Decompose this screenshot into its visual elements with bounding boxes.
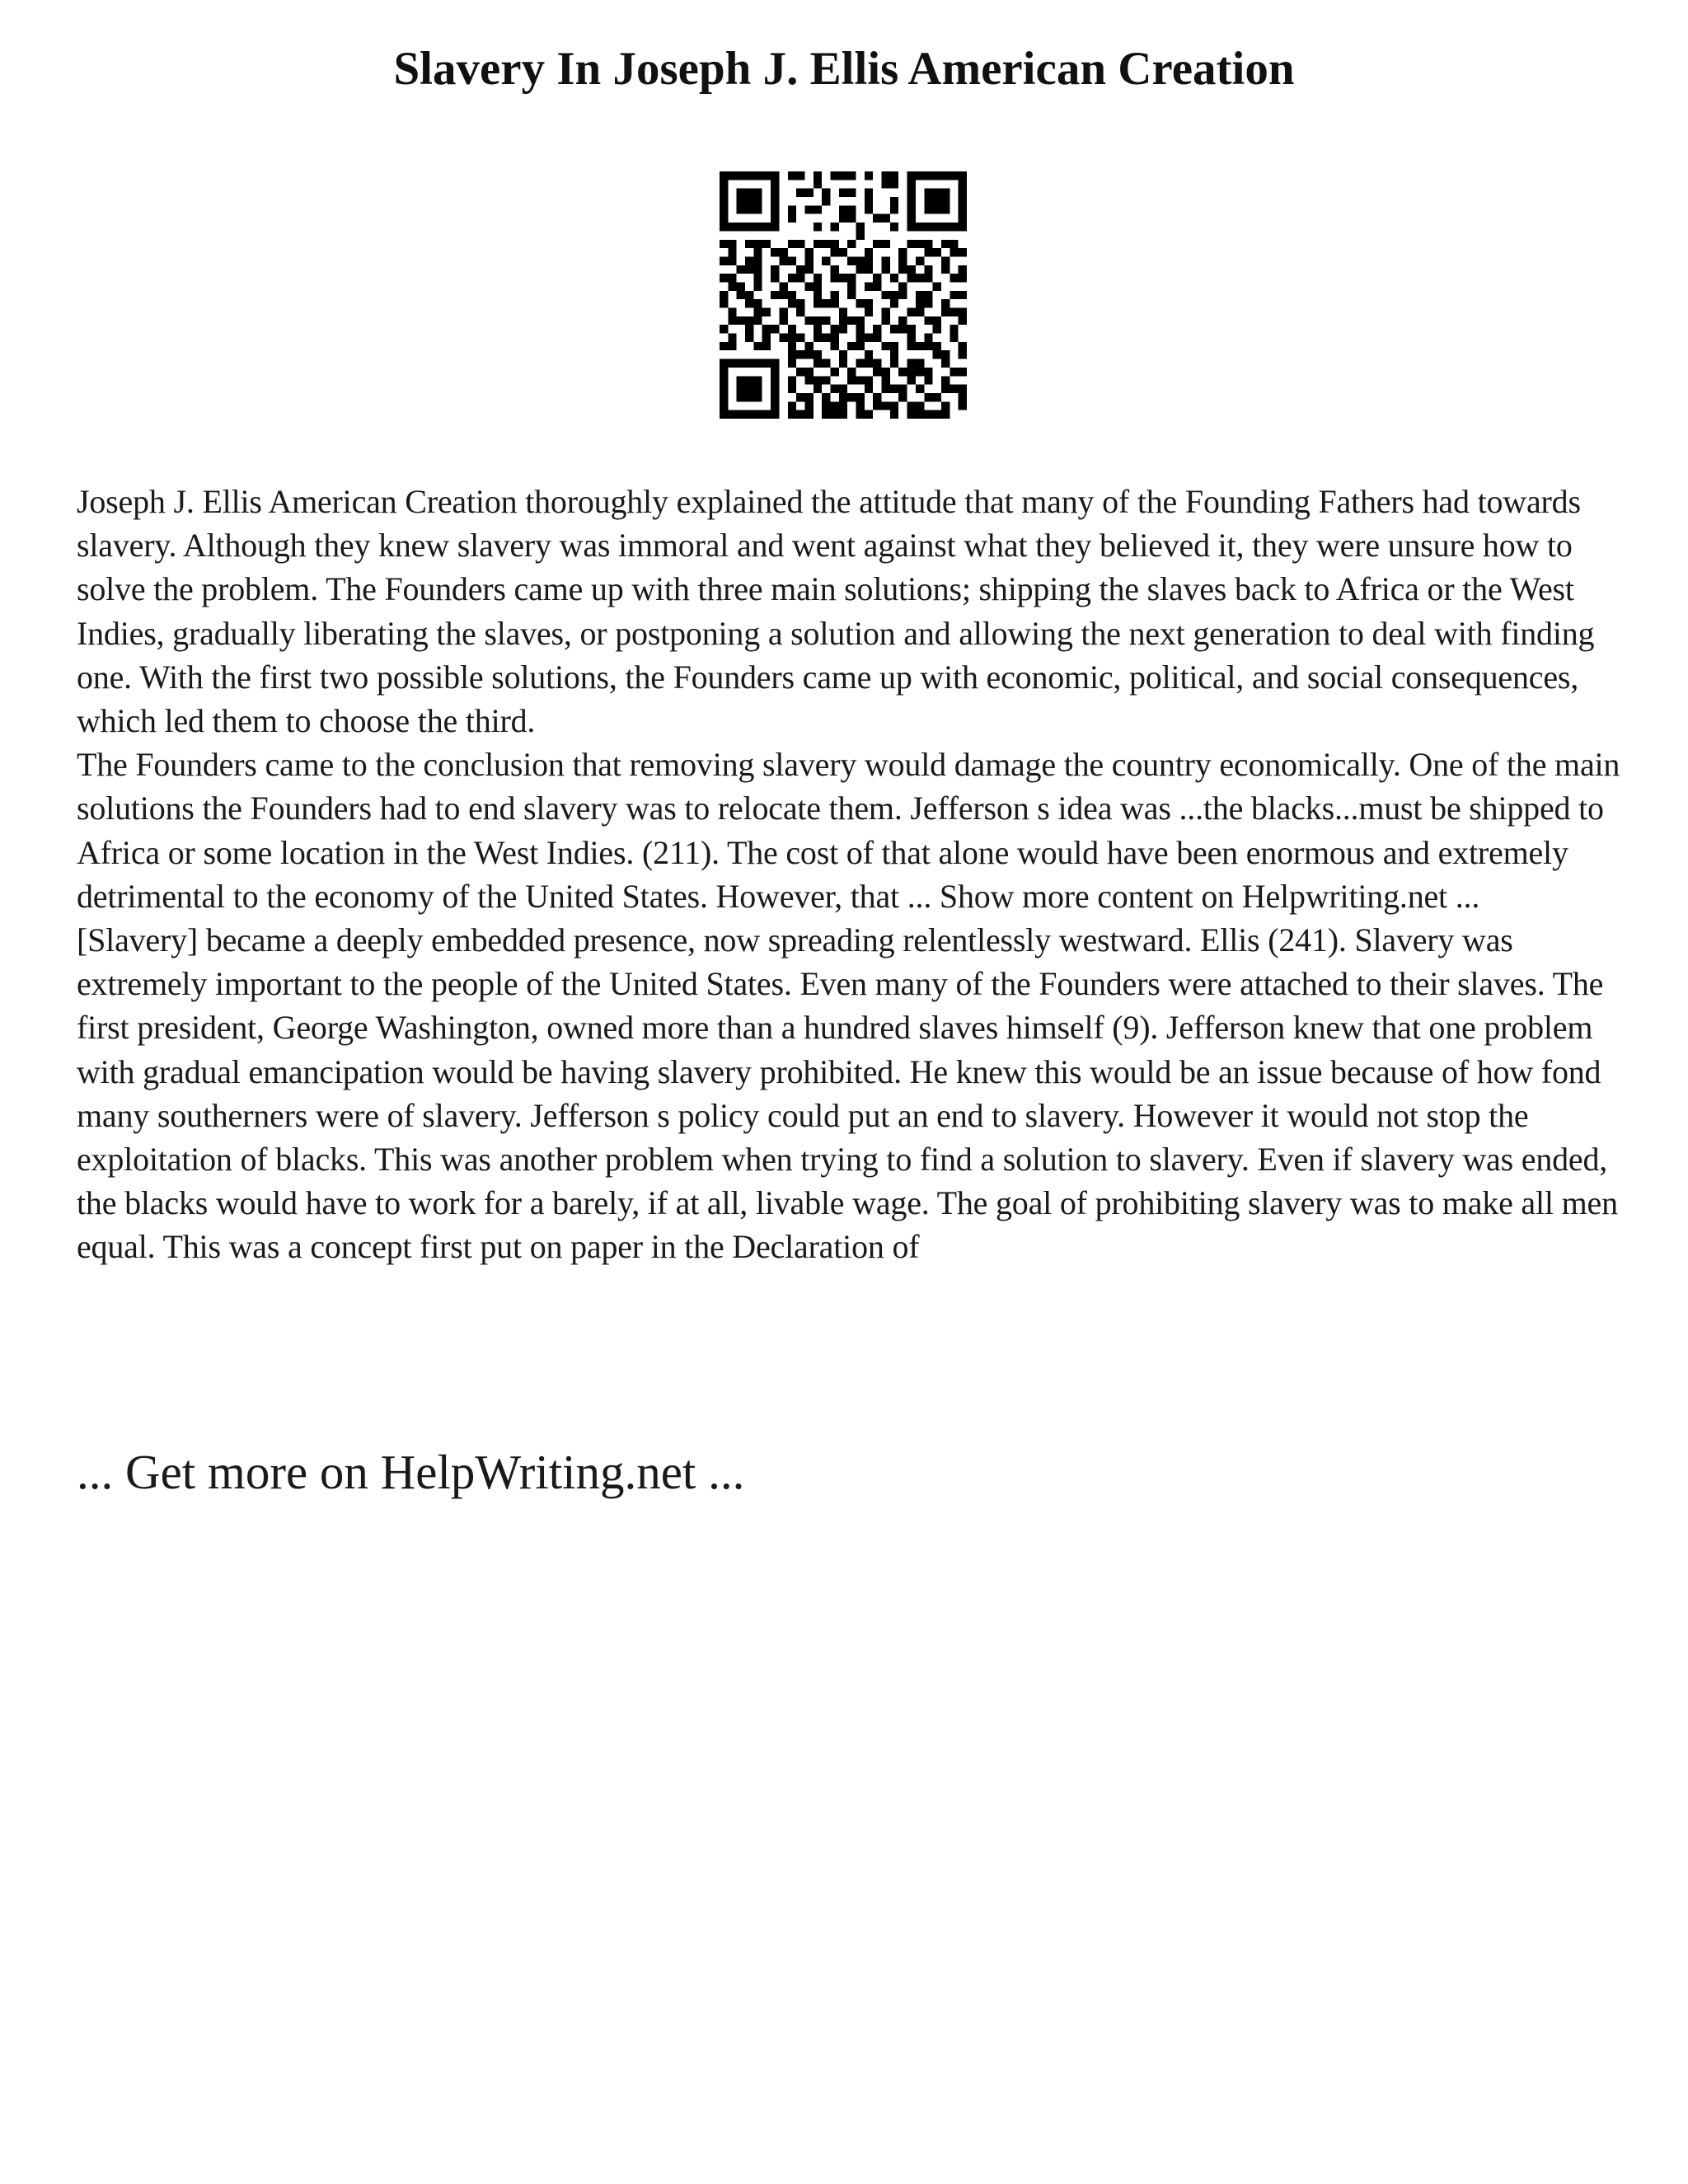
- page-title: Slavery In Joseph J. Ellis American Creation: [393, 43, 1295, 95]
- paragraph-3: [Slavery] became a deeply embedded presence, now spreading relentlessly westward. Ellis (241). Slavery was extremely important to the people of the United States. Even many of the Founders were attached to their slaves. The first president, George Washington, owned more than a hundred slaves himself (9). Jefferson knew that one problem with gradual emancipation would be having slavery prohibited. He knew this would be an issue because of how fond many southerners were of slavery. Jefferson s policy could put an end to slavery. However it would not stop the exploitation of blacks. This was another problem when trying to find a solution to slavery. Even if slavery was ended, the blacks would have to work for a barely, if at all, livable wage. The goal of prohibiting slavery was to make all men equal. This was a concept first put on paper in the Declaration of: [77, 921, 1618, 1266]
- essay-body: [77, 480, 1626, 1269]
- paragraph-2: The Founders came to the conclusion that removing slavery would damage the country economically. One of the main solutions the Founders had to end slavery was to relocate them. Jefferson s idea was ...the blacks...must be shipped to Africa or some location in the West Indies. (211). The cost of that alone would have been enormous and extremely detrimental to the economy of the United States. However, that ... Show more content on Helpwriting.net ...: [77, 746, 1620, 915]
- paragraph-1: Joseph J. Ellis American Creation thoroughly explained the attitude that many of the Founding Fathers had towards slavery. Although they knew slavery was immoral and went against what they believed it, they were unsure how to solve the problem. The Founders came up with three main solutions; shipping the slaves back to Africa or the West Indies, gradually liberating the slaves, or postponing a solution and allowing the next generation to deal with finding one. With the first two possible solutions, the Founders came up with economic, political, and social consequences, which led them to choose the third.: [77, 483, 1595, 740]
- get-more-link[interactable]: ... Get more on HelpWriting.net ...: [77, 1445, 745, 1499]
- qr-code-icon: [720, 171, 967, 419]
